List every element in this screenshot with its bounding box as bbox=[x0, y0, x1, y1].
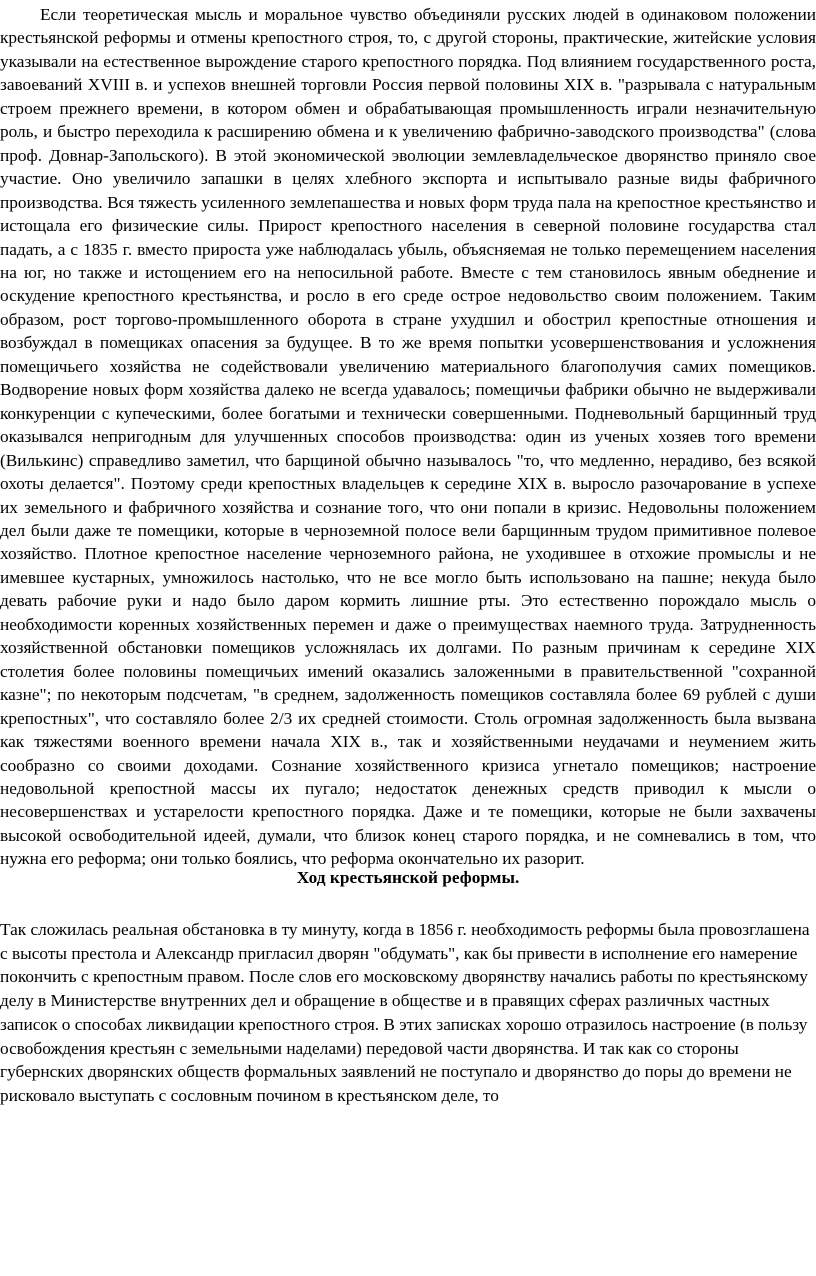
section-heading: Ход крестьянской реформы. bbox=[296, 868, 520, 887]
paragraph-economic-crisis: Если теоретическая мысль и моральное чувство объединяли русских людей в одинаковом положении крестьянской реформы и отмены крепостного строя, то, с другой стороны, практические, житейские условия указывали на естественное вырождение старого крепостного порядка. Под влиянием государственного роста, завоеваний XVIII в. и успехов внешней торговли Россия первой половины XIX в. "разрывала с натуральным строем прежнего времени, в котором обмен и обрабатывающая промышленность играли незначительную роль, и быстро переходила к расширению обмена и к увеличению фабрично-заводского производства" (слова проф. Довнар-Запольского). В этой экономической эволюции землевладельческое дворянство приняло свое участие. Оно увеличило запашки в целях хлебного экспорта и испытывало разные виды фабричного производства. Вся тяжесть усиленного землепашества и новых форм труда пала на крепостное крестьянство и истощала его физические силы. Прирост крепостного населения в северной половине государства стал падать, а с 1835 г. вместо прироста уже наблюдалась убыль, объясняемая не только перемещением населения на юг, но также и истощением его на непосильной работе. Вместе с тем становилось явным обеднение и оскудение крепостного крестьянства, и росло в его среде острое недовольство своим положением. Таким образом, рост торгово-промышленного оборота в стране ухудшил и обострил крепостные отношения и возбуждал в помещиках опасения за будущее. В то же время попытки усовершенствования и усложнения помещичьего хозяйства не содействовали увеличению материального благополучия самих помещиков. Водворение новых форм хозяйства далеко не всегда удавалось; помещичьи фабрики обычно не выдерживали конкуренции с купеческими, более богатыми и технически совершенными. Подневольный барщинный труд оказывался непригодным для улучшенных способов производства: один из ученых хозяев того времени (Вилькинс) справедливо заметил, что барщиной обычно называлось "то, что медленно, нерадиво, без всякой охоты делается". Поэтому среди крепостных владельцев к середине XIX в. выросло разочарование в успехе их земельного и фабричного хозяйства и сознание того, что они попали в кризис. Недовольны положением дел были даже те помещики, которые в черноземной полосе вели барщинным трудом примитивное полевое хозяйство. Плотное крепостное население черноземного района, не уходившее в отхожие промыслы и не имевшее кустарных, умножилось настолько, что не все могло быть использовано на пашне; некуда было девать рабочие руки и надо было даром кормить лишние рты. Это естественно порождало мысль о необходимости коренных хозяйственных перемен и даже о преимуществах наемного труда. Затрудненность хозяйственной обстановки помещиков усложнялась их долгами. По разным причинам к середине XIX столетия более половины помещичьих имений оказались заложенными в правительственной "сохранной казне"; по некоторым подсчетам, "в среднем, задолженность помещиков составляла более 69 рублей с души крепостных", что составляло более 2/3 их средней стоимости. Столь огромная задолженность была вызвана как тяжестями военного времени начала XIX в., так и хозяйственными неудачами и неумением жить сообразно со своими доходами. Сознание хозяйственного кризиса угнетало помещиков; настроение недовольной крепостной массы их пугало; недостаток денежных средств приводил к мысли о несовершенствах и устарелости крепостного порядка. Даже и те помещики, которые не были захвачены высокой освободительной идеей, думали, что близок конец старого порядка, и не сомневались в том, что нужна его реформа; они только боялись, что реформа окончательно их разорит. bbox=[0, 5, 816, 869]
paragraph-reform-course: Так сложилась реальная обстановка в ту минуту, когда в 1856 г. необходимость реформы была провозглашена с высоты престола и Александр пригласил дворян "обдумать", как бы привести в исполнение его намерение покончить с крепостным правом. После слов его московскому дворянству начались работы по крестьянскому делу в Министерстве внутренних дел и обращение в обществе и в правящих сферах различных частных записок о способах ликвидации крепостного строя. В этих записках хорошо отразилось настроение (в пользу освобождения крестьян с земельными наделами) передовой части дворянства. И так как со стороны губернских дворянских обществ формальных заявлений не поступало и дворянство до поры до времени не рисковало выступать с сословным почином в крестьянском деле, то bbox=[0, 920, 810, 1105]
